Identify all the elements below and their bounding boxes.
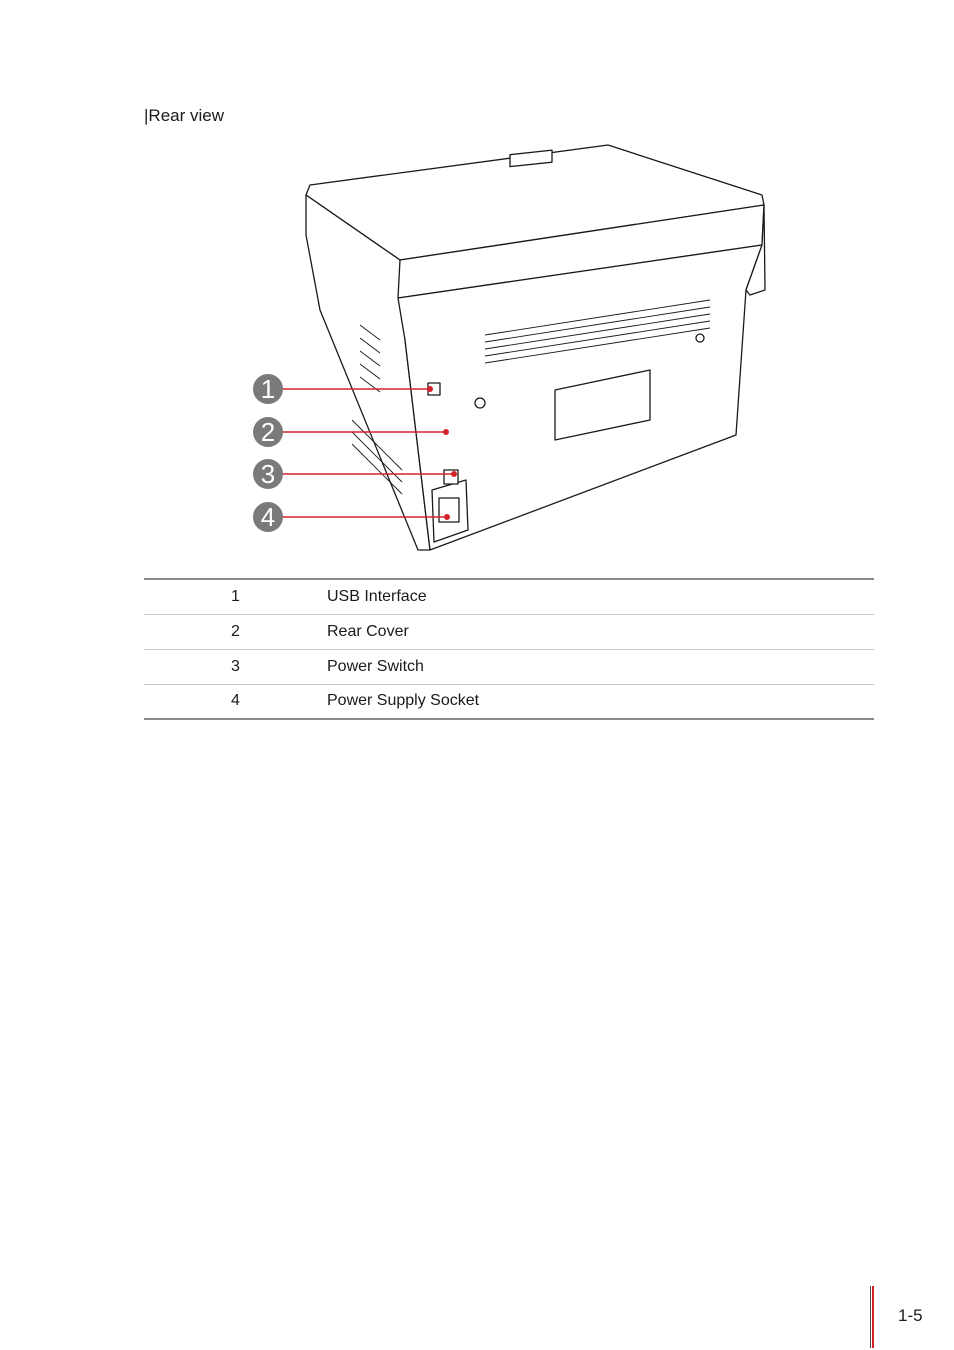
part-number: 4: [144, 684, 327, 719]
part-number: 3: [144, 649, 327, 684]
screw-hole: [475, 398, 485, 408]
callout-number-2: 2: [260, 417, 276, 447]
part-label: Rear Cover: [327, 614, 874, 649]
section-heading: |Rear view: [144, 106, 224, 125]
table-row: [144, 684, 874, 719]
table-row: [144, 614, 874, 649]
callout-badge-3: [253, 459, 283, 489]
part-number: 2: [144, 614, 327, 649]
footer-divider: [870, 1286, 874, 1348]
callout-number-4: 4: [260, 502, 276, 532]
screw-hole-right: [696, 334, 704, 342]
part-label: Power Switch: [327, 649, 874, 684]
callout-badge-4: [253, 502, 283, 532]
part-number: 1: [144, 579, 327, 614]
printer-rear-illustration: [240, 140, 780, 560]
callout-number-3: 3: [260, 459, 276, 489]
page-number: 1-5: [898, 1306, 923, 1325]
callout-badge-1: [253, 374, 283, 404]
part-label: Power Supply Socket: [327, 684, 874, 719]
printer-rear-view-figure: [240, 140, 780, 560]
table-row: [144, 649, 874, 684]
callout-badge-2: [253, 417, 283, 447]
table-row: [144, 579, 874, 614]
part-label: USB Interface: [327, 579, 874, 614]
parts-table: [144, 578, 874, 720]
callout-number-1: 1: [260, 374, 276, 404]
